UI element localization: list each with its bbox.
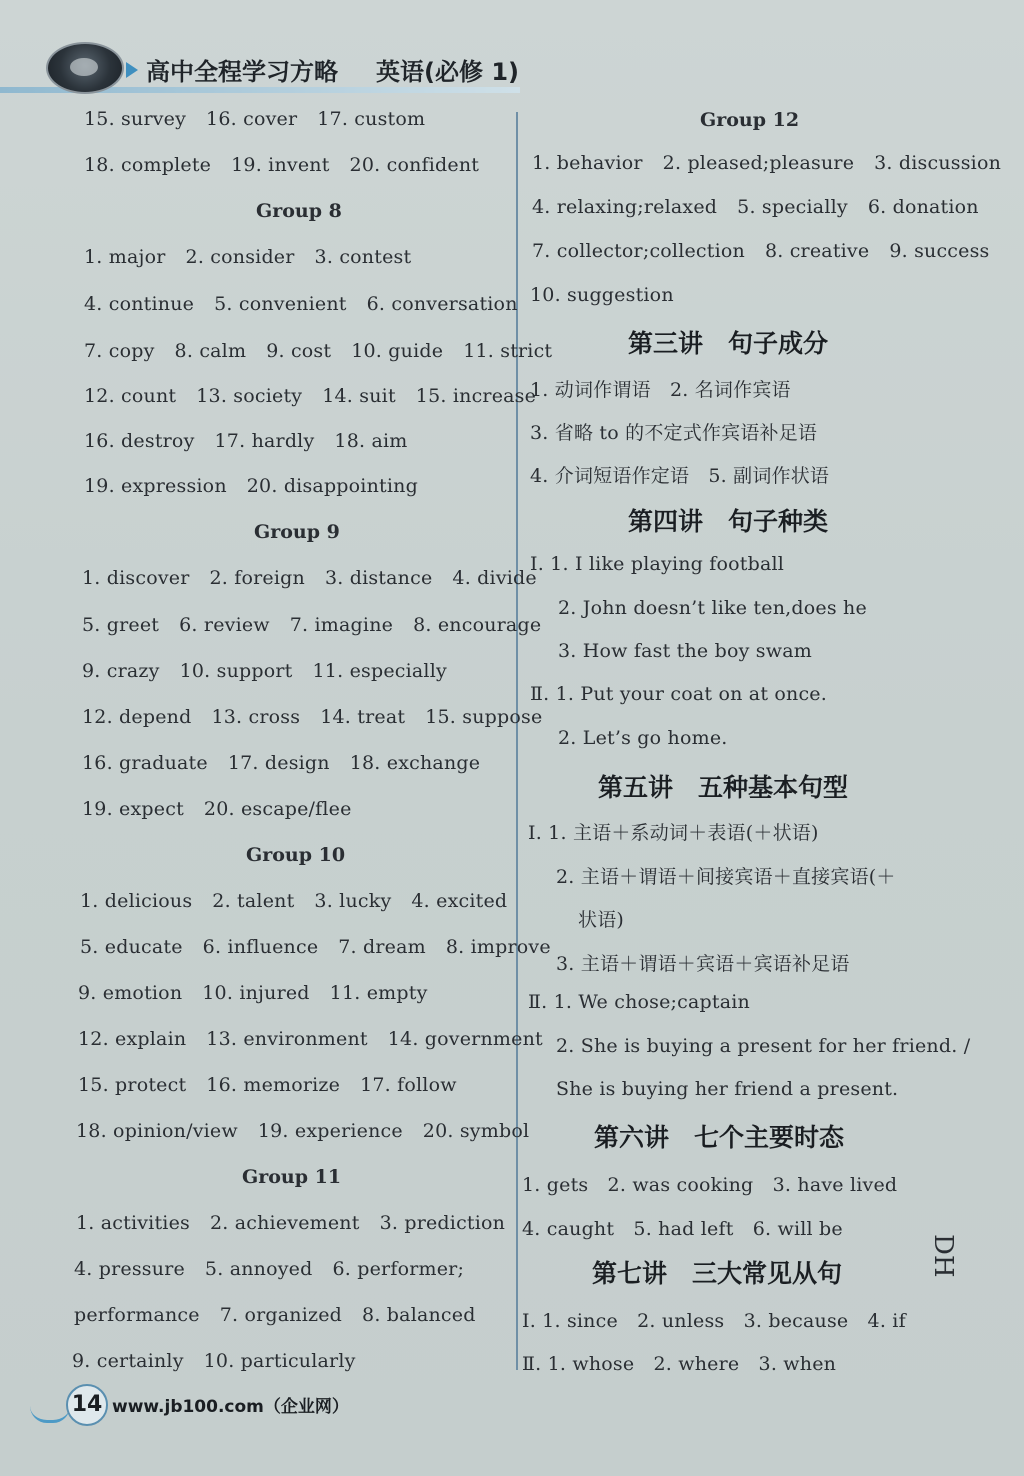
answer-line: Ⅰ. 1. 主语＋系动词＋表语(＋状语) <box>528 822 819 844</box>
answer-item: 3. discussion <box>874 152 1002 174</box>
answer-line: Ⅱ. 1. whose 2. where 3. when <box>522 1353 837 1375</box>
answer-row <box>530 284 694 306</box>
answer-row <box>84 246 431 268</box>
answer-item: 5. annoyed <box>204 1258 313 1280</box>
answer-item: 9. success <box>889 240 990 262</box>
answer-item: 18. aim <box>334 430 408 452</box>
answer-item: 18. exchange <box>349 752 481 774</box>
answer-line: Ⅰ. 1. I like playing football <box>530 553 785 575</box>
answer-item: 4. relaxing;relaxed <box>532 196 718 218</box>
answer-item: 19. experience <box>257 1120 403 1142</box>
section-heading: 第五讲 五种基本句型 <box>598 773 849 802</box>
answer-line: 3. How fast the boy swam <box>558 640 812 662</box>
answer-item: 4. continue <box>84 293 195 315</box>
answer-line: 3. 主语＋谓语＋宾语＋宾语补足语 <box>556 953 850 975</box>
book-subject: 英语(必修 1) <box>376 58 519 86</box>
answer-item: 9. cost <box>266 340 332 362</box>
answer-item: 15. survey <box>84 108 187 130</box>
answer-item: 2. foreign <box>209 567 305 589</box>
answer-item: 3. contest <box>314 246 412 268</box>
arrow-icon <box>126 62 138 78</box>
answer-item: 1. major <box>84 246 166 268</box>
answer-item: 3. lucky <box>314 890 392 912</box>
answer-item: 17. custom <box>317 108 426 130</box>
answer-row <box>84 293 538 315</box>
answer-item: 4. divide <box>452 567 537 589</box>
answer-item: 20. symbol <box>422 1120 530 1142</box>
answer-item: 5. convenient <box>214 293 347 315</box>
answer-item: 12. depend <box>82 706 192 728</box>
answer-item: 6. review <box>179 614 270 636</box>
answer-item: 14. government <box>387 1028 543 1050</box>
answer-line: She is buying her friend a present. <box>556 1078 899 1100</box>
group-heading: Group 8 <box>256 200 342 222</box>
answer-row <box>532 152 1021 174</box>
answer-item: 2. achievement <box>209 1212 360 1234</box>
answer-item: 16. graduate <box>82 752 208 774</box>
answer-item: 14. treat <box>320 706 406 728</box>
answer-item: 10. particularly <box>203 1350 356 1372</box>
answer-item: 20. confident <box>349 154 480 176</box>
answer-item: 19. invent <box>231 154 330 176</box>
answer-item: 15. increase <box>415 385 537 407</box>
answer-item: 2. talent <box>212 890 295 912</box>
section-heading: 第四讲 句子种类 <box>628 507 829 536</box>
site-link[interactable]: www.jb100.com（企业网） <box>112 1397 349 1417</box>
answer-item: 11. empty <box>329 982 428 1004</box>
answer-item: 6. conversation <box>366 293 518 315</box>
answer-row <box>80 890 527 912</box>
answer-item: 6. influence <box>202 936 319 958</box>
answer-item: 17. follow <box>360 1074 457 1096</box>
answer-line: 1. 动词作谓语 2. 名词作宾语 <box>530 379 791 401</box>
answer-item: 7. organized <box>219 1304 343 1326</box>
answer-item: 15. protect <box>78 1074 187 1096</box>
answer-row <box>84 154 499 176</box>
answer-item: 10. guide <box>351 340 444 362</box>
answer-row <box>84 430 427 452</box>
group-heading: Group 12 <box>700 109 800 131</box>
answer-row <box>82 660 467 682</box>
section-heading: 第三讲 句子成分 <box>628 329 829 358</box>
answer-row <box>78 982 448 1004</box>
answer-line: 2. 主语＋谓语＋间接宾语＋直接宾语(＋ <box>556 866 896 888</box>
answer-item: 17. hardly <box>214 430 315 452</box>
answer-line: 4. 介词短语作定语 5. 副词作状语 <box>530 465 830 487</box>
answer-line: 状语) <box>578 909 625 931</box>
answer-line: 2. John doesn’t like ten,does he <box>558 597 867 619</box>
answer-row <box>78 1074 477 1096</box>
answer-row <box>82 567 557 589</box>
answer-row <box>84 475 438 497</box>
answer-row <box>84 340 572 362</box>
answer-item: 20. disappointing <box>246 475 418 497</box>
answer-item: 2. consider <box>185 246 295 268</box>
section-heading: 第七讲 三大常见从句 <box>592 1259 843 1288</box>
answer-row <box>78 1028 563 1050</box>
page-header <box>0 40 1024 100</box>
answer-item: 18. complete <box>84 154 212 176</box>
answer-item: 4. excited <box>411 890 508 912</box>
answer-item: 3. prediction <box>379 1212 506 1234</box>
answer-row <box>76 1212 525 1234</box>
answer-item: 5. specially <box>737 196 848 218</box>
group-heading: Group 11 <box>242 1166 342 1188</box>
answer-item: 12. count <box>84 385 177 407</box>
answer-row <box>74 1304 496 1326</box>
answer-row <box>82 706 562 728</box>
answer-item: 15. suppose <box>425 706 543 728</box>
answer-item: 9. crazy <box>82 660 160 682</box>
answer-item: 9. certainly <box>72 1350 184 1372</box>
answer-item: 11. strict <box>463 340 553 362</box>
answer-line: 4. caught 5. had left 6. will be <box>522 1218 843 1240</box>
answer-item: 16. memorize <box>206 1074 341 1096</box>
answer-row <box>82 614 561 636</box>
answer-item: 7. collector;collection <box>532 240 745 262</box>
answer-item: performance <box>74 1304 200 1326</box>
answer-row <box>84 385 556 407</box>
logo-badge-icon <box>46 42 124 94</box>
side-mark: DH <box>928 1234 958 1278</box>
answer-item: 8. improve <box>445 936 551 958</box>
group-heading: Group 10 <box>246 844 346 866</box>
answer-line: Ⅰ. 1. since 2. unless 3. because 4. if <box>522 1310 906 1332</box>
answer-item: 4. pressure <box>74 1258 185 1280</box>
answer-item: 7. dream <box>338 936 426 958</box>
answer-line: 2. Let’s go home. <box>558 727 728 749</box>
answer-line: 1. gets 2. was cooking 3. have lived <box>522 1174 898 1196</box>
answer-line: 2. She is buying a present for her friend. / <box>556 1035 971 1057</box>
answer-item: 10. injured <box>202 982 310 1004</box>
answer-item: 16. cover <box>206 108 298 130</box>
answer-item: 14. suit <box>322 385 396 407</box>
answer-item: 6. donation <box>867 196 979 218</box>
answer-item: 18. opinion/view <box>76 1120 238 1142</box>
answer-item: 13. environment <box>206 1028 368 1050</box>
answer-item: 19. expression <box>84 475 227 497</box>
answer-row <box>82 798 372 820</box>
page-number: 14 <box>66 1384 108 1426</box>
answer-item: 11. especially <box>312 660 447 682</box>
answer-item: 1. behavior <box>532 152 643 174</box>
answer-item: 12. explain <box>78 1028 187 1050</box>
answer-item: 5. greet <box>82 614 160 636</box>
answer-item: 6. performer; <box>332 1258 465 1280</box>
answer-item: 16. destroy <box>84 430 195 452</box>
answer-item: 2. pleased;pleasure <box>662 152 855 174</box>
answer-item: 10. suggestion <box>530 284 674 306</box>
answer-item: 1. activities <box>76 1212 190 1234</box>
answer-item: 17. design <box>227 752 330 774</box>
answer-row <box>84 108 445 130</box>
answer-row <box>74 1258 484 1280</box>
answer-line: Ⅱ. 1. Put your coat on at once. <box>530 683 827 705</box>
answer-item: 19. expect <box>82 798 184 820</box>
swoosh-icon <box>30 1406 70 1423</box>
answer-item: 8. calm <box>174 340 247 362</box>
answer-item: 5. educate <box>80 936 183 958</box>
answer-item: 8. encourage <box>413 614 542 636</box>
answer-item: 3. distance <box>324 567 433 589</box>
answer-row <box>72 1350 376 1372</box>
answer-row <box>80 936 571 958</box>
answer-item: 1. discover <box>82 567 190 589</box>
answer-item: 13. society <box>196 385 303 407</box>
page-footer <box>30 1384 350 1434</box>
answer-row <box>82 752 500 774</box>
answer-item: 20. escape/flee <box>203 798 352 820</box>
book-title: 高中全程学习方略 <box>146 58 338 86</box>
answer-item: 8. balanced <box>362 1304 476 1326</box>
answer-item: 8. creative <box>764 240 870 262</box>
answer-line: Ⅱ. 1. We chose;captain <box>528 991 750 1013</box>
answer-item: 13. cross <box>211 706 301 728</box>
answer-item: 7. copy <box>84 340 155 362</box>
answer-item: 7. imagine <box>289 614 394 636</box>
answer-line: 3. 省略 to 的不定式作宾语补足语 <box>530 422 818 444</box>
answer-item: 1. delicious <box>80 890 193 912</box>
group-heading: Group 9 <box>254 521 340 543</box>
answer-item: 9. emotion <box>78 982 183 1004</box>
answer-row <box>532 240 1010 262</box>
section-heading: 第六讲 七个主要时态 <box>594 1123 845 1152</box>
answer-item: 10. support <box>179 660 293 682</box>
answer-row <box>532 196 999 218</box>
answer-row <box>76 1120 549 1142</box>
